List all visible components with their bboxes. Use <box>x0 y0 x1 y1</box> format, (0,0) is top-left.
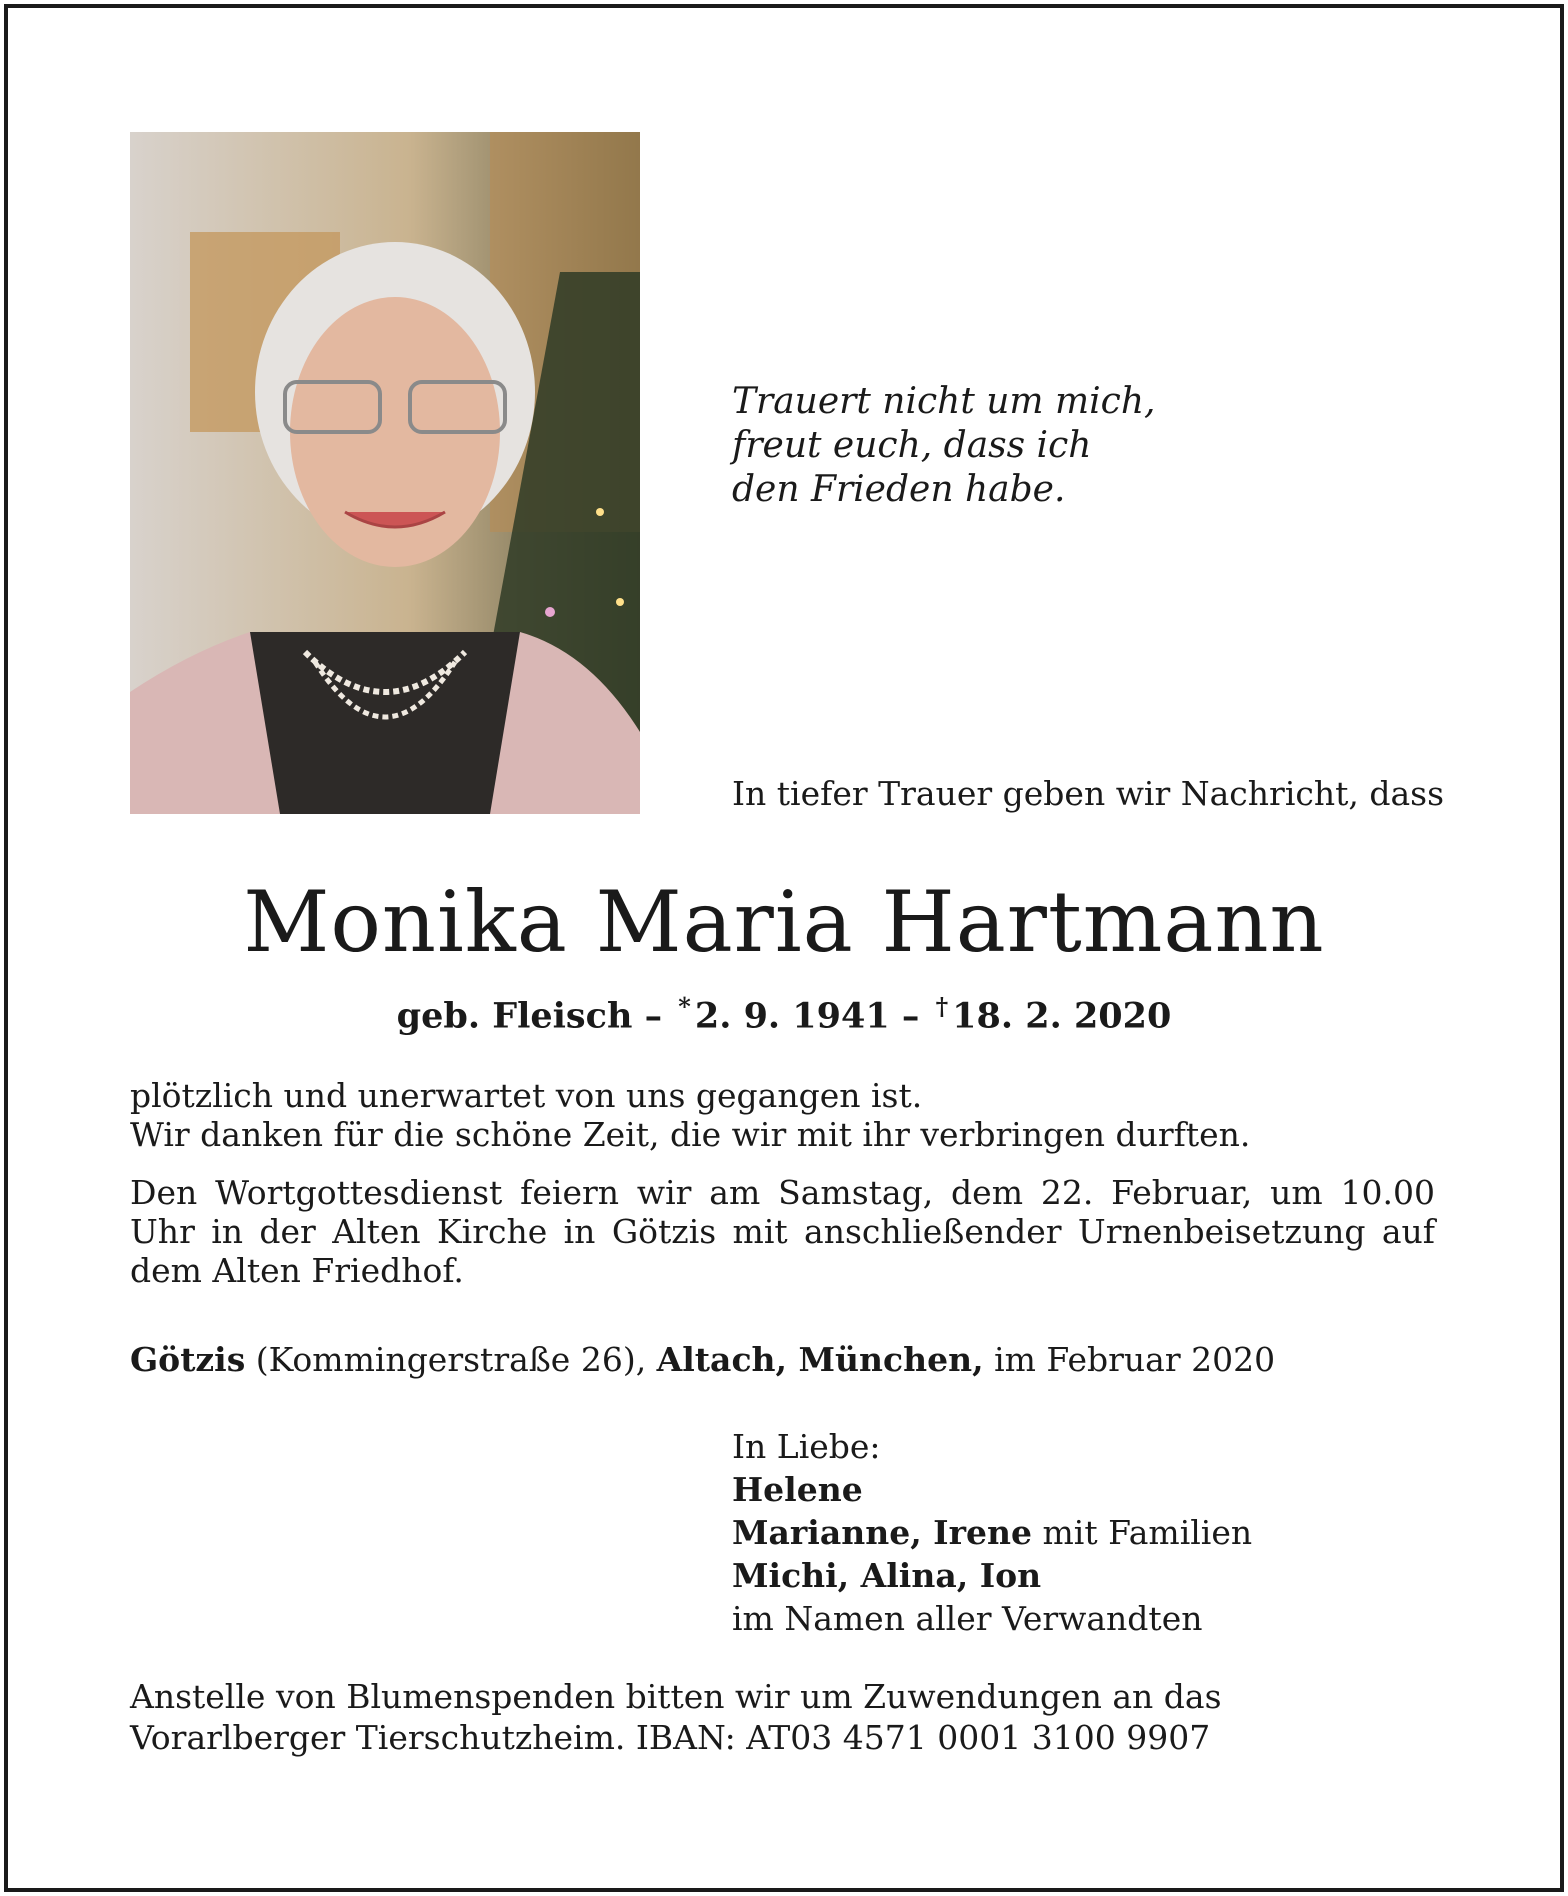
place-cities: Altach, München, <box>656 1340 984 1379</box>
quote-line: freut euch, dass ich <box>732 425 1092 466</box>
signature-block <box>732 1425 1252 1640</box>
separator: – <box>644 995 663 1037</box>
body-text <box>130 1076 1250 1154</box>
place-date: im Februar 2020 <box>983 1340 1276 1379</box>
signature-intro: In Liebe: <box>732 1427 881 1466</box>
announcement-intro: In tiefer Trauer geben wir Nachricht, dass <box>732 774 1445 813</box>
body-line: Wir danken für die schöne Zeit, die wir mit ihr verbringen durften. <box>130 1115 1251 1154</box>
signature-name: Michi, Alina, Ion <box>732 1556 1042 1595</box>
signature-name: Marianne, Irene <box>732 1513 1032 1552</box>
quote-line: den Frieden habe. <box>732 469 1066 510</box>
place-and-date <box>130 1340 1275 1379</box>
service-line: dem Alten Friedhof. <box>130 1251 464 1290</box>
quote <box>732 380 1155 512</box>
birth-symbol: * <box>678 992 691 1021</box>
birth-name: geb. Fleisch <box>396 995 633 1037</box>
service-text <box>130 1173 1435 1290</box>
deceased-name: Monika Maria Hartmann <box>243 873 1325 971</box>
donation-note <box>130 1676 1222 1758</box>
place-city: Götzis <box>130 1340 246 1379</box>
signature-name: Helene <box>732 1470 863 1509</box>
service-line: Uhr in der Alten Kirche in Götzis mit anschließender Urnenbeisetzung auf <box>130 1212 1435 1251</box>
donation-line: Anstelle von Blumenspenden bitten wir um Zuwendungen an das <box>130 1677 1222 1716</box>
quote-line: Trauert nicht um mich, <box>732 381 1156 422</box>
life-dates <box>0 992 1568 1037</box>
death-symbol: † <box>935 992 949 1021</box>
death-date: 18. 2. 2020 <box>952 995 1172 1037</box>
signature-suffix: mit Familien <box>1031 1513 1253 1552</box>
donation-line: Vorarlberger Tierschutzheim. IBAN: AT03 4571 0001 3100 9907 <box>130 1718 1211 1757</box>
birth-date: 2. 9. 1941 <box>694 995 890 1037</box>
body-line: plötzlich und unerwartet von uns gegangen ist. <box>130 1076 923 1115</box>
service-line: Den Wortgottesdienst feiern wir am Samstag, dem 22. Februar, um 10.00 <box>130 1173 1435 1212</box>
separator: – <box>901 995 920 1037</box>
portrait-photo <box>130 132 640 814</box>
place-address: (Kommingerstraße 26), <box>245 1340 657 1379</box>
signature-closing: im Namen aller Verwandten <box>732 1599 1203 1638</box>
